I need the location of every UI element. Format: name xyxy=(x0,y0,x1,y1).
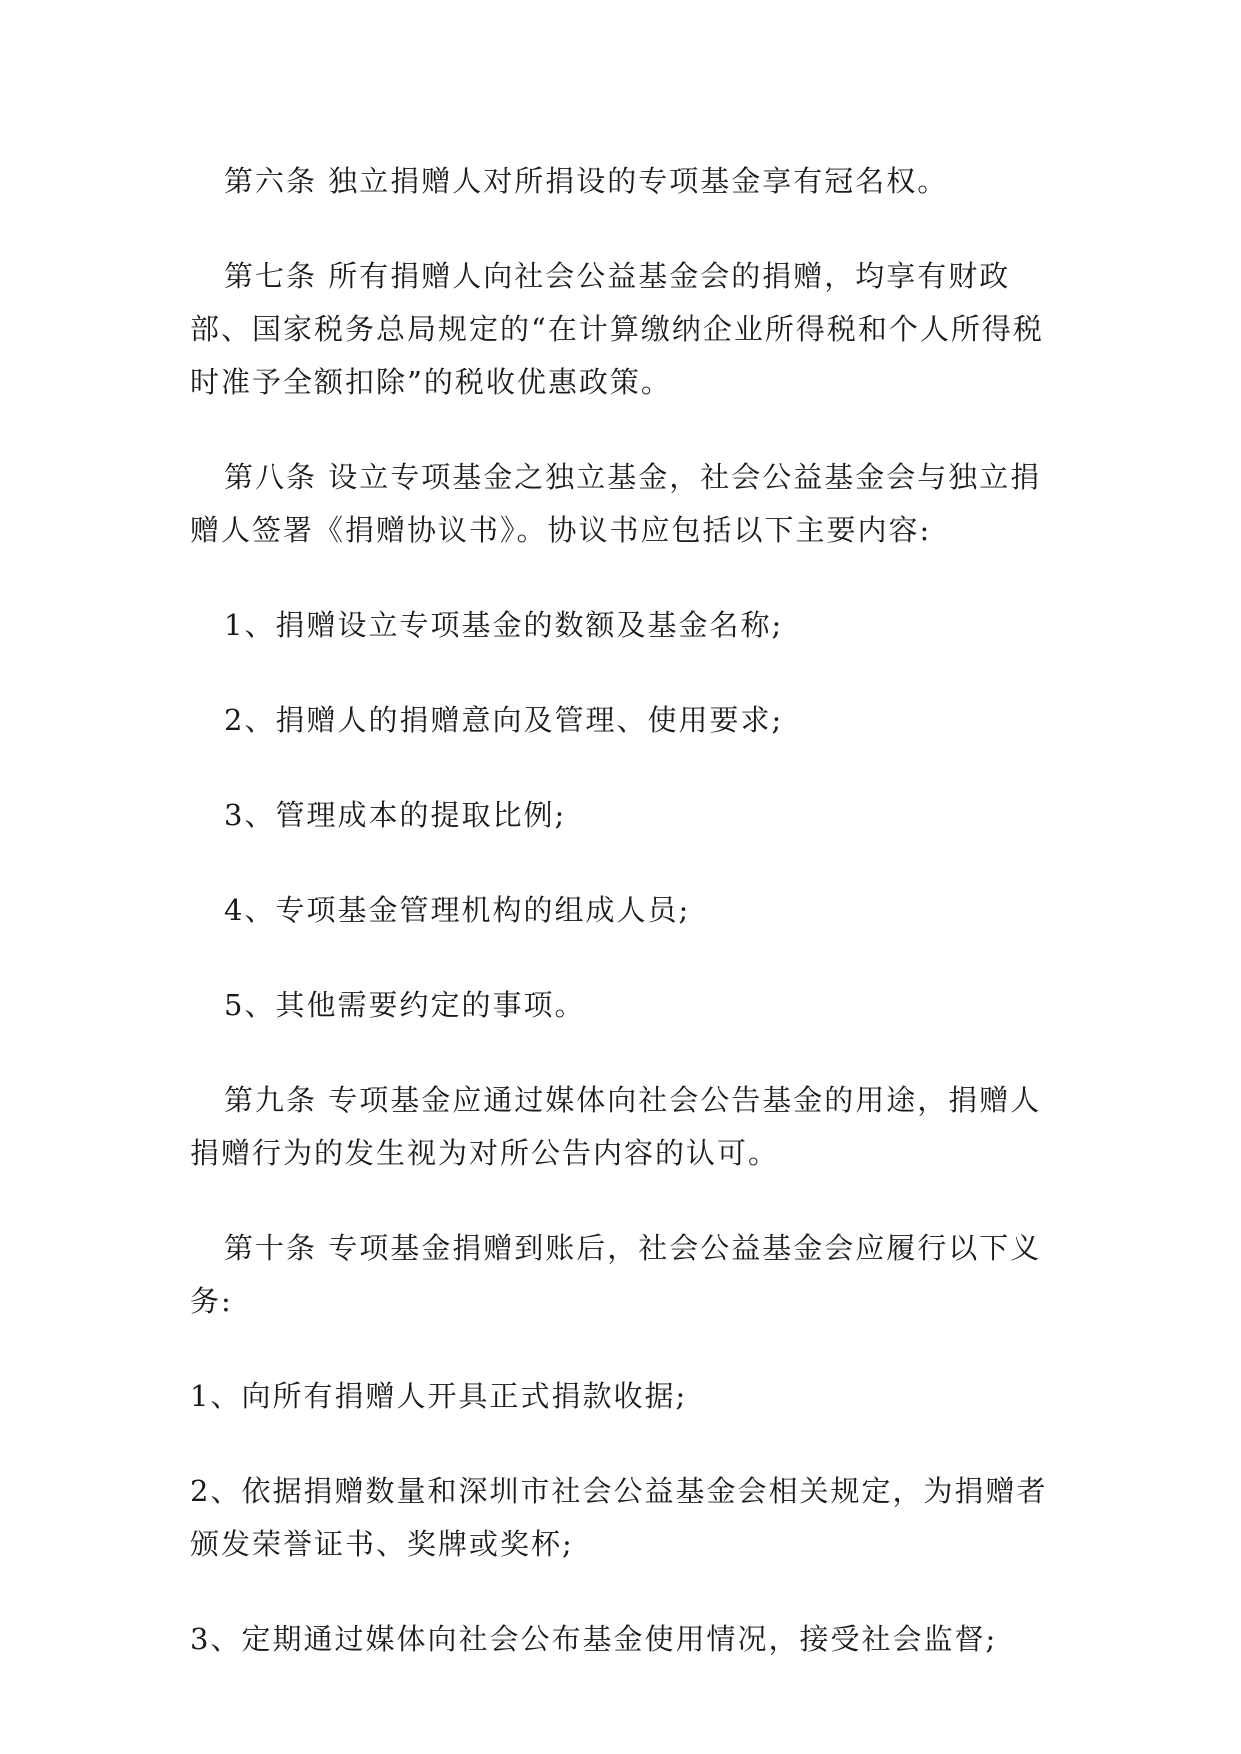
article-8-item-5: 5、其他需要约定的事项。 xyxy=(224,988,586,1022)
article-8-item-1: 1、捐赠设立专项基金的数额及基金名称; xyxy=(224,608,784,642)
article-10: 第十条 专项基金捐赠到账后，社会公益基金会应履行以下义务: xyxy=(190,1231,1042,1318)
article-6: 第六条 独立捐赠人对所捐设的专项基金享有冠名权。 xyxy=(224,164,949,198)
article-10-item-1: 1、向所有捐赠人开具正式捐款收据; xyxy=(190,1379,688,1413)
article-9: 第九条 专项基金应通过媒体向社会公告基金的用途，捐赠人捐赠行为的发生视为对所公告内容的认可。 xyxy=(190,1083,1042,1170)
article-10-item-3: 3、定期通过媒体向社会公布基金使用情况，接受社会监督; xyxy=(190,1622,998,1656)
article-8-item-3: 3、管理成本的提取比例; xyxy=(224,798,567,832)
article-8-item-2: 2、捐赠人的捐赠意向及管理、使用要求; xyxy=(224,703,784,737)
article-10-item-2: 2、依据捐赠数量和深圳市社会公益基金会相关规定，为捐赠者颁发荣誉证书、奖牌或奖杯; xyxy=(190,1474,1048,1561)
article-8-item-4: 4、专项基金管理机构的组成人员; xyxy=(224,893,691,927)
article-8: 第八条 设立专项基金之独立基金，社会公益基金会与独立捐赠人签署《捐赠协议书》。协议书应包括以下主要内容: xyxy=(190,460,1042,547)
article-7: 第七条 所有捐赠人向社会公益基金会的捐赠，均享有财政部、国家税务总局规定的“在计算缴纳企业所得税和个人所得税时准予全额扣除”的税收优惠政策。 xyxy=(190,259,1044,399)
